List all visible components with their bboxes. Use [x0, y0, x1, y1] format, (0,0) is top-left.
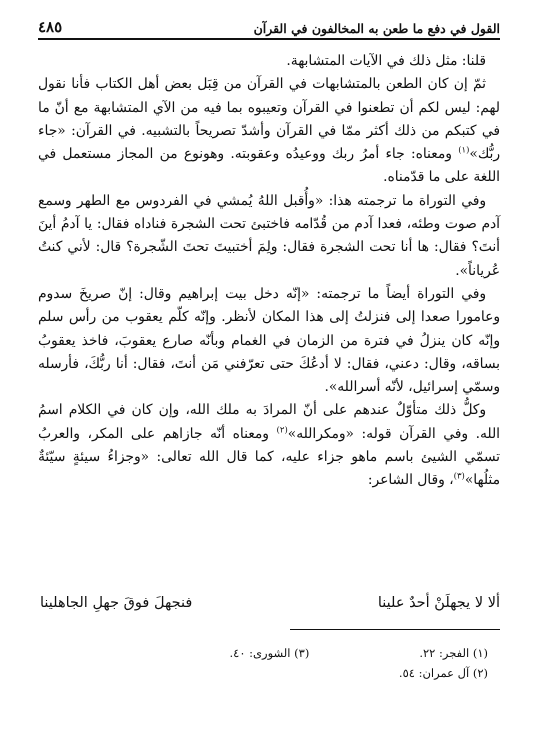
footnote-2: (٢) آل عمران: ٥٤. [398, 666, 488, 680]
footnote-ref-1[interactable]: (١) [458, 145, 470, 156]
footnote-ref-2[interactable]: (٢) [276, 425, 288, 436]
footnote-3: (٣) الشورى: ٤٠. [229, 646, 310, 660]
paragraph-1: قلنا: مثل ذلك في الآيات المتشابهة. [286, 53, 486, 69]
running-title: القول في دفع ما طعن به المخالفون في القرآن [253, 21, 500, 36]
paragraph-3: وفي التوراة ما ترجمته هذا: «وأُقبل اللهُ يُمشي في الفردوس مع الطهر وسمع آدم صوت وطئه، فعدا آدم من قُدّامه فاختبئ تحت الشجرة فناداه فقال: يا آدمُ أينَ أنتَ؟ فقال: ها أنا تحت الشجرة فقال: ولِمَ أختبيتَ تحتَ الشّجرة؟ قال: لأني كنتُ عُرياناً». [38, 192, 500, 279]
footnote-1: (١) الفجر: ٢٢. [419, 646, 488, 660]
footnote-row [60, 643, 488, 663]
paragraph-4: وفي التوراة أيضاً ما ترجمته: «إنّه دخل بيت إبراهيم وقال: إنّ صريخَ سدوم وعامورا صعدا إلى فنزلتُ إلى هذا المكان لأنظر. وإنّه كلّم يعقوب من رأس سلم وإنّه كان ينزلُ في فترة من الزمان في الغمام وبأنّه صارع يعقوبَ، فاخذ يعقوبُ بساقه، وقال: دعني، فقال: لا أدعُكَ حتى تعرّفني مَن أنتَ، فقال: أنا ربُّكَ، فأرسله وسمّي إسرائيل، لأنّه أسرالله». [38, 285, 500, 396]
verse-second-hemistich: فنجهلَ فوقَ جهلِ الجاهلينا [40, 595, 193, 611]
poetry-verse [40, 592, 500, 614]
footnote-ref-3[interactable]: (٣) [453, 471, 465, 482]
paragraph-5 [38, 399, 500, 492]
paragraph-5-text: وكلُّ ذلك متأوّلٌ عندهم على أنّ المرادَ به ملك الله، وإن كان في الكلام اسمُ الله. وفي القرآن قوله: «ومكرالله» [38, 402, 501, 442]
paragraph-5-tail: ومعناه أنّه جازاهم على المكر، والعربُ تسمّي الشيئ باسم ماهو جزاء عليه، كما قال الله تعالى: «وجزاءُ سيئةٍ سيّئةٌ مثلُها» [38, 425, 500, 489]
footnotes [60, 643, 488, 683]
page-number: ٤٨٥ [38, 18, 63, 36]
paragraph-5-end: ، وقال الشاعر: [367, 472, 454, 489]
paragraph-2 [38, 73, 500, 189]
main-text [38, 50, 500, 493]
paragraph-2-tail: ومعناه: جاء أمرُ ربك ووعيدُه وعقوبته. وهونوع من المجاز مستعمل في اللغة على ما قدّمناه. [38, 146, 500, 186]
footnote-divider [290, 629, 500, 630]
paragraph-2-text: ثمّ إن كان الطعن بالمتشابهات في القرآن من قِبَل بعض أهل الكتاب فأنا نقول لهم: ليس لكم أن تطعنوا في القرآن وتعيبوه بما فيه من الآي المتشابهة مع أنّ ما في كتبكم من ذلك أكثر ممّا في القرآن وأشدّ تصريحاً بالتشبيه. في القرآن: «جاء ربُّك» [38, 76, 500, 163]
verse-first-hemistich: ألا لا يجهلَنْ أحدٌ علينا [377, 595, 500, 611]
page-header [38, 10, 500, 40]
footnote-row [60, 663, 488, 683]
